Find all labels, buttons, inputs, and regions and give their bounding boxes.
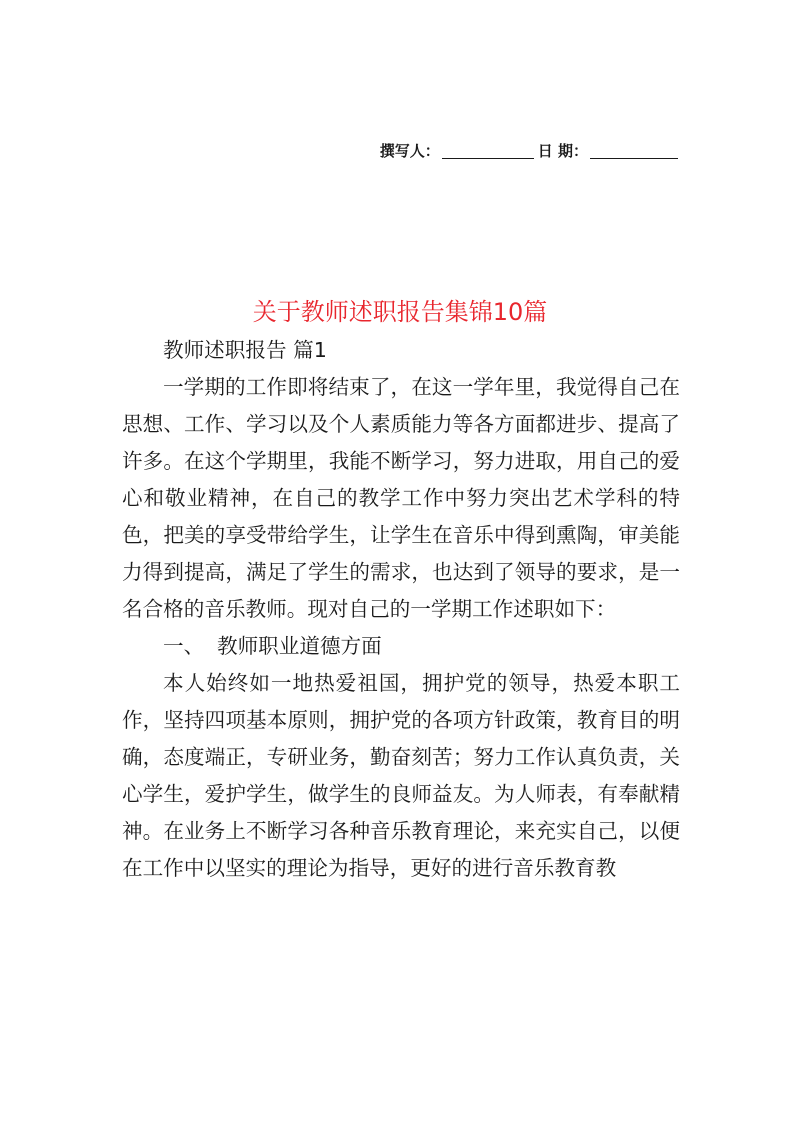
document-title: 关于教师述职报告集锦10篇 xyxy=(252,298,548,326)
paragraph-intro: 一学期的工作即将结束了，在这一学年里，我觉得自己在思想、工作、学习以及个人素质能力等各方面都进步、提高了许多。在这个学期里，我能不断学习，努力进取，用自己的爱心和敬业精神，在自己的教学工作中努力突出艺术学科的特色，把美的享受带给学生，让学生在音乐中得到熏陶，审美能力得到提高，满足了学生的需求，也达到了领导的要求，是一名合格的音乐教师。现对自己的一学期工作述职如下： xyxy=(122,375,680,621)
author-blank xyxy=(442,142,534,159)
date-blank xyxy=(590,142,678,159)
date-label: 日 期： xyxy=(537,142,588,160)
paragraph-ethics: 本人始终如一地热爱祖国，拥护党的领导，热爱本职工作，坚持四项基本原则，拥护党的各项方针政策，教育目的明确，态度端正，专研业务，勤奋刻苦；努力工作认真负责，关心学生，爱护学生，做学生的良师益友。为人师表，有奉献精神。在业务上不断学习各种音乐教育理论，来充实自己，以便在工作中以坚实的理论为指导，更好的进行音乐教育教 xyxy=(122,671,680,880)
section-title: 教师职业道德方面 xyxy=(217,634,382,658)
section-number: 一、 xyxy=(163,634,205,658)
author-label: 撰写人： xyxy=(379,142,440,160)
document-body xyxy=(122,332,680,887)
section-heading xyxy=(122,628,680,665)
header-signature-line xyxy=(380,140,680,161)
section-subtitle: 教师述职报告 篇1 xyxy=(163,338,327,362)
